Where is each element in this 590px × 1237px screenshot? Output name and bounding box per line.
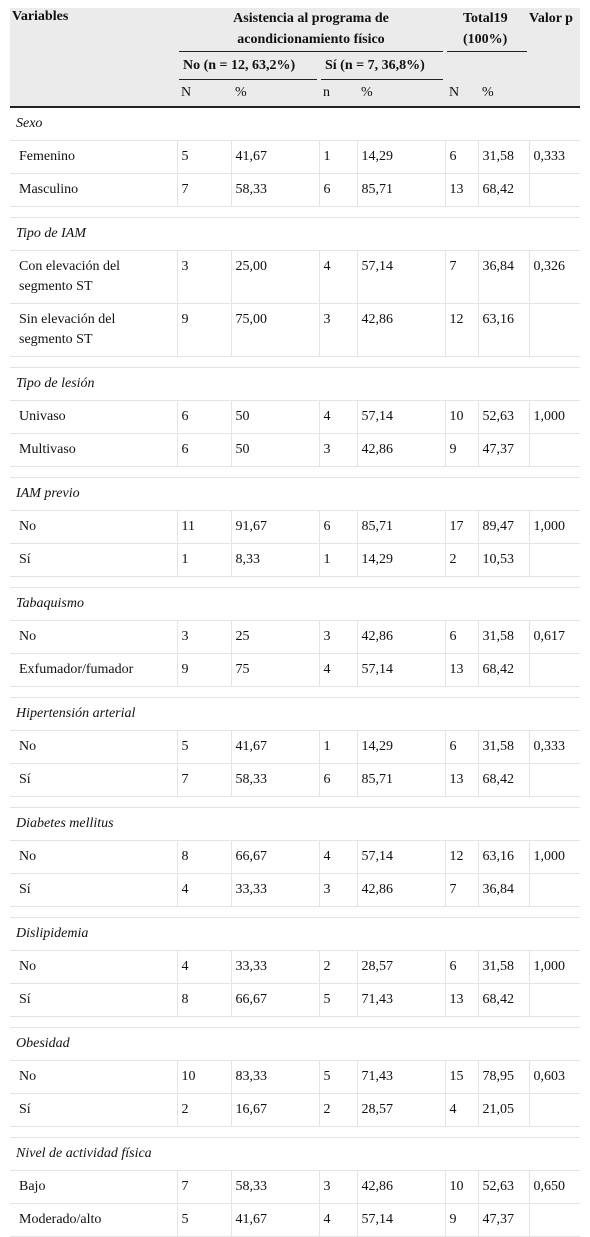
spacer-cell (10, 1017, 580, 1028)
spacer-row (10, 797, 580, 808)
group-row (10, 478, 580, 511)
spacer-cell (10, 577, 580, 588)
table-row (10, 841, 580, 874)
cell-total-n: 2 (445, 544, 478, 577)
cell-no-n: 3 (177, 621, 231, 654)
cell-total-n: 6 (445, 731, 478, 764)
spacer-cell (10, 357, 580, 368)
row-label: Con elevación del segmento ST (10, 251, 177, 304)
cell-yes-pct: 42,86 (357, 304, 445, 357)
cell-p-value (529, 874, 580, 907)
spacer-row (10, 907, 580, 918)
cell-total-pct: 36,84 (478, 251, 529, 304)
cell-total-n: 13 (445, 174, 478, 207)
cell-total-n: 15 (445, 1061, 478, 1094)
cell-no-n: 7 (177, 174, 231, 207)
cell-p-value: 1,000 (529, 511, 580, 544)
cell-yes-pct: 85,71 (357, 511, 445, 544)
blank-subhead (10, 80, 177, 107)
cell-total-pct: 52,63 (478, 401, 529, 434)
cell-no-pct: 41,67 (231, 141, 319, 174)
cell-total-pct: 63,16 (478, 841, 529, 874)
cell-no-n: 9 (177, 654, 231, 687)
row-label: Femenino (10, 141, 177, 174)
cell-no-pct: 75 (231, 654, 319, 687)
cell-total-n: 17 (445, 511, 478, 544)
cell-yes-n: 6 (319, 174, 357, 207)
cell-total-n: 7 (445, 251, 478, 304)
cell-no-pct: 25,00 (231, 251, 319, 304)
cell-yes-n: 2 (319, 951, 357, 984)
cell-no-pct: 41,67 (231, 731, 319, 764)
group-name: IAM previo (10, 478, 580, 511)
row-label: Sí (10, 764, 177, 797)
cell-yes-n: 4 (319, 251, 357, 304)
cell-yes-n: 4 (319, 654, 357, 687)
cell-no-n: 8 (177, 984, 231, 1017)
cell-yes-n: 5 (319, 984, 357, 1017)
cell-total-pct: 31,58 (478, 621, 529, 654)
row-label: Masculino (10, 174, 177, 207)
table-row (10, 1171, 580, 1204)
cell-no-pct: 16,67 (231, 1094, 319, 1127)
group-name: Tabaquismo (10, 588, 580, 621)
cell-p-value (529, 764, 580, 797)
cell-no-pct: 33,33 (231, 951, 319, 984)
cell-no-pct: 25 (231, 621, 319, 654)
table-row (10, 1061, 580, 1094)
table-row (10, 731, 580, 764)
sub-header-no-pct: % (231, 80, 319, 107)
table-row (10, 984, 580, 1017)
cell-yes-n: 5 (319, 1061, 357, 1094)
cell-yes-pct: 14,29 (357, 141, 445, 174)
cell-p-value (529, 1094, 580, 1127)
cell-total-pct: 31,58 (478, 141, 529, 174)
cell-yes-pct: 42,86 (357, 1171, 445, 1204)
group-name: Tipo de IAM (10, 218, 580, 251)
cell-total-pct: 36,84 (478, 874, 529, 907)
cell-total-pct: 78,95 (478, 1061, 529, 1094)
cell-no-n: 6 (177, 401, 231, 434)
cell-yes-n: 6 (319, 764, 357, 797)
row-label: Univaso (10, 401, 177, 434)
sub-header-yes-pct: % (357, 80, 445, 107)
cell-p-value: 0,650 (529, 1171, 580, 1204)
cell-yes-pct: 14,29 (357, 731, 445, 764)
group-row (10, 1028, 580, 1061)
group-row (10, 698, 580, 731)
cell-no-pct: 91,67 (231, 511, 319, 544)
cell-yes-pct: 71,43 (357, 1061, 445, 1094)
table-row (10, 764, 580, 797)
row-label: No (10, 621, 177, 654)
attendance-header (177, 8, 445, 52)
group-row (10, 218, 580, 251)
row-label: Bajo (10, 1171, 177, 1204)
cell-no-pct: 50 (231, 401, 319, 434)
table-row (10, 401, 580, 434)
no-group-header (177, 52, 319, 80)
cell-total-pct: 63,16 (478, 304, 529, 357)
cell-yes-pct: 57,14 (357, 1204, 445, 1237)
group-name: Diabetes mellitus (10, 808, 580, 841)
spacer-cell (10, 797, 580, 808)
cell-p-value: 1,000 (529, 951, 580, 984)
cell-no-n: 3 (177, 251, 231, 304)
cell-no-n: 5 (177, 1204, 231, 1237)
spacer-row (10, 1127, 580, 1138)
yes-group-header (319, 52, 445, 80)
cell-p-value (529, 304, 580, 357)
total-header-text: Total19 (100%) (447, 8, 527, 52)
group-row (10, 107, 580, 141)
cell-yes-pct: 42,86 (357, 874, 445, 907)
table-row (10, 511, 580, 544)
cell-yes-n: 3 (319, 1171, 357, 1204)
cell-total-n: 6 (445, 621, 478, 654)
cell-yes-n: 4 (319, 401, 357, 434)
cell-yes-n: 3 (319, 304, 357, 357)
group-name: Sexo (10, 107, 580, 141)
cell-no-n: 2 (177, 1094, 231, 1127)
cell-yes-pct: 57,14 (357, 841, 445, 874)
spacer-cell (10, 1127, 580, 1138)
cell-no-n: 4 (177, 951, 231, 984)
spacer-cell (10, 907, 580, 918)
attendance-header-text: Asistencia al programa de acondicionamiento físico (179, 8, 443, 52)
spacer-cell (10, 467, 580, 478)
cell-total-pct: 47,37 (478, 1204, 529, 1237)
cell-yes-n: 3 (319, 621, 357, 654)
cell-total-n: 13 (445, 984, 478, 1017)
sub-header-no-n: N (177, 80, 231, 107)
cell-total-pct: 47,37 (478, 434, 529, 467)
cell-no-pct: 66,67 (231, 984, 319, 1017)
cell-total-n: 10 (445, 1171, 478, 1204)
cell-total-pct: 52,63 (478, 1171, 529, 1204)
count-header-row (10, 80, 580, 107)
group-row (10, 918, 580, 951)
table-row (10, 654, 580, 687)
cell-no-n: 8 (177, 841, 231, 874)
cell-yes-n: 4 (319, 841, 357, 874)
cell-no-pct: 58,33 (231, 764, 319, 797)
cell-total-pct: 68,42 (478, 174, 529, 207)
spacer-cell (10, 687, 580, 698)
group-name: Obesidad (10, 1028, 580, 1061)
row-label: Sí (10, 1094, 177, 1127)
table-header (10, 8, 580, 107)
cell-p-value (529, 434, 580, 467)
cell-no-pct: 41,67 (231, 1204, 319, 1237)
row-label: Multivaso (10, 434, 177, 467)
table-container (10, 8, 580, 1237)
cell-p-value: 0,333 (529, 731, 580, 764)
table-row (10, 1094, 580, 1127)
cell-total-n: 9 (445, 1204, 478, 1237)
cell-yes-pct: 28,57 (357, 951, 445, 984)
cell-p-value: 0,333 (529, 141, 580, 174)
cell-yes-pct: 71,43 (357, 984, 445, 1017)
cell-yes-n: 6 (319, 511, 357, 544)
table-row (10, 544, 580, 577)
table-row (10, 304, 580, 357)
cell-p-value (529, 1204, 580, 1237)
spacer-row (10, 577, 580, 588)
cell-yes-n: 1 (319, 731, 357, 764)
cell-no-n: 7 (177, 764, 231, 797)
cell-total-pct: 68,42 (478, 764, 529, 797)
cell-total-n: 9 (445, 434, 478, 467)
cell-yes-n: 2 (319, 1094, 357, 1127)
row-label: Moderado/alto (10, 1204, 177, 1237)
cell-yes-pct: 14,29 (357, 544, 445, 577)
total-header (445, 8, 529, 52)
table-row (10, 874, 580, 907)
cell-total-n: 4 (445, 1094, 478, 1127)
cell-p-value: 1,000 (529, 841, 580, 874)
group-row (10, 808, 580, 841)
group-name: Hipertensión arterial (10, 698, 580, 731)
cell-yes-pct: 42,86 (357, 621, 445, 654)
cell-yes-n: 3 (319, 434, 357, 467)
cell-no-n: 1 (177, 544, 231, 577)
sub-header-yes-n: n (319, 80, 357, 107)
row-label: No (10, 841, 177, 874)
cell-yes-pct: 85,71 (357, 764, 445, 797)
cell-no-n: 5 (177, 141, 231, 174)
table-row (10, 951, 580, 984)
group-row (10, 1138, 580, 1171)
cell-total-pct: 68,42 (478, 984, 529, 1017)
cell-yes-n: 3 (319, 874, 357, 907)
cell-total-n: 7 (445, 874, 478, 907)
cell-no-pct: 66,67 (231, 841, 319, 874)
cell-no-n: 5 (177, 731, 231, 764)
cell-no-n: 7 (177, 1171, 231, 1204)
row-label: No (10, 951, 177, 984)
no-group-header-text: No (n = 12, 63,2%) (179, 52, 317, 80)
pvalue-header: Valor p (529, 8, 580, 80)
table-row (10, 251, 580, 304)
cell-total-pct: 89,47 (478, 511, 529, 544)
row-label: Sí (10, 544, 177, 577)
cell-yes-pct: 42,86 (357, 434, 445, 467)
cell-no-pct: 75,00 (231, 304, 319, 357)
cell-total-n: 6 (445, 951, 478, 984)
group-name: Dislipidemia (10, 918, 580, 951)
row-label: Sí (10, 874, 177, 907)
results-table (10, 8, 580, 1237)
cell-total-pct: 10,53 (478, 544, 529, 577)
table-row (10, 434, 580, 467)
table-row (10, 1204, 580, 1237)
cell-total-pct: 68,42 (478, 654, 529, 687)
cell-no-pct: 58,33 (231, 1171, 319, 1204)
cell-total-n: 13 (445, 654, 478, 687)
row-label: Exfumador/fumador (10, 654, 177, 687)
cell-no-pct: 8,33 (231, 544, 319, 577)
cell-total-n: 13 (445, 764, 478, 797)
cell-yes-pct: 57,14 (357, 401, 445, 434)
cell-p-value (529, 984, 580, 1017)
cell-p-value (529, 654, 580, 687)
cell-no-n: 11 (177, 511, 231, 544)
cell-no-n: 10 (177, 1061, 231, 1094)
cell-total-n: 12 (445, 841, 478, 874)
row-label: Sin elevación del segmento ST (10, 304, 177, 357)
cell-p-value: 0,603 (529, 1061, 580, 1094)
cell-total-pct: 21,05 (478, 1094, 529, 1127)
cell-yes-n: 1 (319, 544, 357, 577)
spacer-row (10, 207, 580, 218)
table-row (10, 141, 580, 174)
row-label: No (10, 1061, 177, 1094)
spacer-cell (10, 207, 580, 218)
sub-header-total-pct: % (478, 80, 529, 107)
total-subhead-blank (445, 52, 529, 80)
cell-no-pct: 83,33 (231, 1061, 319, 1094)
table-row (10, 174, 580, 207)
cell-yes-pct: 28,57 (357, 1094, 445, 1127)
cell-yes-n: 1 (319, 141, 357, 174)
cell-p-value: 0,326 (529, 251, 580, 304)
spacer-row (10, 467, 580, 478)
group-name: Tipo de lesión (10, 368, 580, 401)
group-row (10, 368, 580, 401)
cell-no-n: 4 (177, 874, 231, 907)
group-name: Nivel de actividad física (10, 1138, 580, 1171)
sub-header-pvalue (529, 80, 580, 107)
cell-p-value: 1,000 (529, 401, 580, 434)
cell-total-n: 6 (445, 141, 478, 174)
cell-p-value: 0,617 (529, 621, 580, 654)
row-label: No (10, 511, 177, 544)
sub-header-total-n: N (445, 80, 478, 107)
spacer-row (10, 357, 580, 368)
cell-total-pct: 31,58 (478, 951, 529, 984)
cell-no-pct: 33,33 (231, 874, 319, 907)
cell-no-pct: 50 (231, 434, 319, 467)
cell-no-n: 6 (177, 434, 231, 467)
cell-p-value (529, 544, 580, 577)
cell-total-n: 10 (445, 401, 478, 434)
spacer-row (10, 1017, 580, 1028)
variables-header: Variables (10, 8, 177, 80)
spacer-row (10, 687, 580, 698)
group-row (10, 588, 580, 621)
cell-total-n: 12 (445, 304, 478, 357)
table-body (10, 107, 580, 1237)
cell-p-value (529, 174, 580, 207)
cell-yes-n: 4 (319, 1204, 357, 1237)
cell-no-pct: 58,33 (231, 174, 319, 207)
table-row (10, 621, 580, 654)
cell-yes-pct: 57,14 (357, 251, 445, 304)
row-label: No (10, 731, 177, 764)
cell-total-pct: 31,58 (478, 731, 529, 764)
cell-yes-pct: 85,71 (357, 174, 445, 207)
cell-no-n: 9 (177, 304, 231, 357)
row-label: Sí (10, 984, 177, 1017)
cell-yes-pct: 57,14 (357, 654, 445, 687)
yes-group-header-text: Sí (n = 7, 36,8%) (321, 52, 443, 80)
